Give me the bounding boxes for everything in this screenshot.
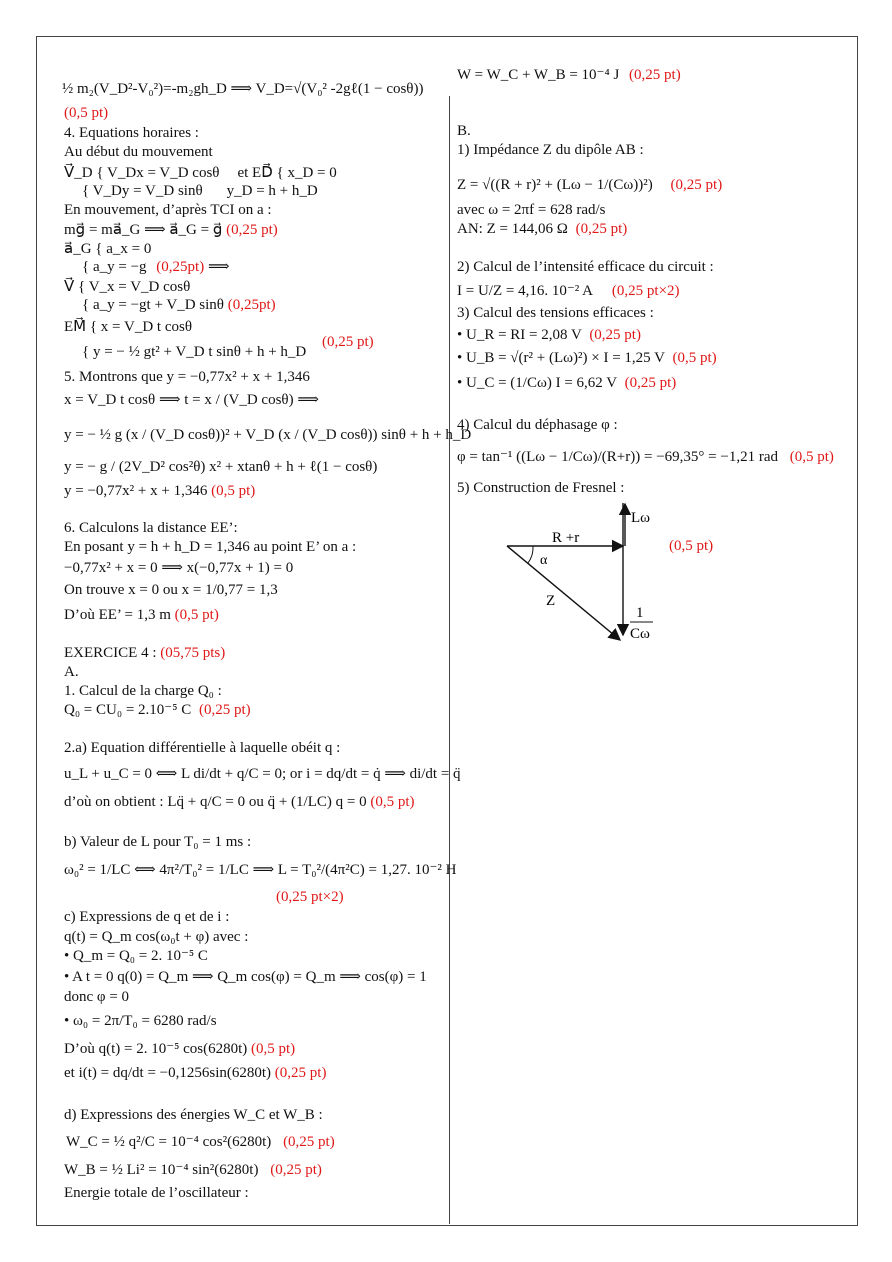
points-mark: (0,25 pt): [575, 221, 628, 237]
section-heading: c) Expressions de q et de i :: [64, 909, 230, 925]
one-label: 1: [636, 605, 644, 621]
equation-line: avec ω = 2πf = 628 rad/s: [457, 202, 606, 218]
equation-line: V⃗ { V_x = V_D cosθ: [64, 279, 191, 295]
equation-line: et i(t) = dq/dt = −0,1256sin(6280t) (0,25 pt): [64, 1065, 327, 1081]
section-heading: 2.a) Equation différentielle à laquelle obéit q :: [64, 740, 341, 756]
equation-line: V⃗_D { V_Dx = V_D cosθ et ED⃗ { x_D = 0: [64, 165, 337, 181]
equation-line: y = − ½ g (x / (V_D cosθ))² + V_D (x / (V_D cosθ)) sinθ + h + h_D: [64, 427, 472, 443]
points-mark: (0,25 pt): [624, 375, 677, 391]
points-mark: (0,5 pt): [789, 449, 834, 465]
equation-line: φ = tan⁻¹ ((Lω − 1/Cω)/(R+r)) = −69,35° = −1,21 rad (0,5 pt): [457, 449, 834, 465]
points-mark: (05,75 pts): [160, 645, 226, 661]
equation-line: y = −0,77x² + x + 1,346 (0,5 pt): [64, 483, 256, 499]
equation-line: W_C = ½ q²/C = 10⁻⁴ cos²(6280t) (0,25 pt): [66, 1134, 335, 1150]
points-mark: (0,5 pt): [251, 1041, 296, 1057]
section-heading: b) Valeur de L pour T₀ = 1 ms :: [64, 834, 252, 850]
equation-line: I = U/Z = 4,16. 10⁻² A (0,25 pt×2): [457, 283, 680, 299]
points-mark: (0,5 pt): [211, 483, 256, 499]
text-line: En mouvement, d’après TCI on a :: [64, 202, 272, 218]
equation-line: { a_y = −gt + V_D sinθ (0,25pt): [82, 297, 276, 313]
equation-line: d’où on obtient : Lq̈ + q/C = 0 ou q̈ + (1/LC) q = 0 (0,5 pt): [64, 794, 415, 810]
equation-line: W = W_C + W_B = 10⁻⁴ J (0,25 pt): [457, 67, 681, 83]
part-label: B.: [457, 123, 471, 139]
equation-line: { a_y = −g (0,25pt) ⟹: [82, 259, 230, 275]
list-item: • Q_m = Q₀ = 2. 10⁻⁵ C: [64, 948, 208, 964]
equation-line: Q₀ = CU₀ = 2.10⁻⁵ C (0,25 pt): [64, 702, 251, 718]
points-mark: (0,25 pt): [322, 334, 374, 350]
result-line: AN: Z = 144,06 Ω (0,25 pt): [457, 221, 628, 237]
points-mark: (0,25pt): [156, 259, 205, 275]
equation-line: x = V_D t cosθ ⟹ t = x / (V_D cosθ) ⟹: [64, 392, 319, 408]
points-mark: (0,25 pt): [198, 702, 251, 718]
points-mark: (0,5 pt): [64, 105, 109, 121]
points-mark: (0,25 pt): [226, 222, 278, 238]
list-item: • U_C = (1/Cω) I = 6,62 V (0,25 pt): [457, 375, 677, 391]
equation-line: D’où q(t) = 2. 10⁻⁵ cos(6280t) (0,5 pt): [64, 1041, 296, 1057]
alpha-label: α: [540, 553, 548, 568]
points-mark: (0,25 pt): [629, 67, 681, 83]
points-mark: (0,25 pt): [283, 1134, 335, 1150]
energy-conservation-line: ½ m₂(V_D²-V₀²)=-m₂gh_D ⟹ V_D=√(V₀² -2gℓ(1 − cosθ)): [62, 81, 424, 97]
points-mark: (0,5 pt): [672, 350, 717, 366]
equation-line: W_B = ½ Li² = 10⁻⁴ sin²(6280t) (0,25 pt): [64, 1162, 322, 1178]
points-mark: (0,5 pt): [370, 794, 415, 810]
result-line: D’où EE’ = 1,3 m (0,5 pt): [64, 607, 219, 623]
points-mark: (0,5 pt): [669, 538, 714, 554]
equation-line: u_L + u_C = 0 ⟺ L di/dt + q/C = 0; or i = dq/dt = q̇ ⟹ di/dt = q̈: [64, 766, 461, 782]
points-mark: (0,5 pt): [174, 607, 219, 623]
text-line: En posant y = h + h_D = 1,346 au point E’ on a :: [64, 539, 357, 555]
z-vector: [507, 546, 620, 640]
points-mark: (0,25 pt): [274, 1065, 327, 1081]
text-line: donc φ = 0: [64, 989, 130, 1005]
list-item: • ω₀ = 2π/T₀ = 6280 rad/s: [64, 1013, 217, 1029]
section-heading: d) Expressions des énergies W_C et W_B :: [64, 1107, 323, 1123]
section-heading: 4. Equations horaires :: [64, 125, 199, 141]
equation-line: −0,77x² + x = 0 ⟹ x(−0,77x + 1) = 0: [64, 560, 294, 576]
equation-line: Z = √((R + r)² + (Lω − 1/(Cω))²) (0,25 pt): [457, 177, 723, 193]
points-mark: (0,25 pt×2): [276, 889, 344, 905]
equation-line: q(t) = Q_m cos(ω₀t + φ) avec :: [64, 929, 249, 945]
points-mark: (0,25 pt×2): [611, 283, 680, 299]
part-label: A.: [64, 664, 79, 680]
section-heading: 1. Calcul de la charge Q₀ :: [64, 683, 222, 699]
equation-line: a⃗_G { a_x = 0: [64, 241, 152, 257]
z-label: Z: [546, 593, 556, 609]
points-mark: (0,25pt): [227, 297, 276, 313]
exercise-heading: EXERCICE 4 : (05,75 pts): [64, 645, 226, 661]
equation-line: y = − g / (2V_D² cos²θ) x² + xtanθ + h + ℓ(1 − cosθ): [64, 459, 378, 475]
section-heading: 1) Impédance Z du dipôle AB :: [457, 142, 644, 158]
equation-line: On trouve x = 0 ou x = 1/0,77 = 1,3: [64, 582, 278, 598]
section-heading: 5. Montrons que y = −0,77x² + x + 1,346: [64, 369, 310, 385]
list-item: • A t = 0 q(0) = Q_m ⟹ Q_m cos(φ) = Q_m ⟹ cos(φ) = 1: [64, 969, 427, 985]
equation-line: EM⃗ { x = V_D t cosθ: [64, 319, 193, 335]
equation-line: mg⃗ = ma⃗_G ⟹ a⃗_G = g⃗ (0,25 pt): [64, 222, 278, 238]
points-mark: (0,25 pt): [670, 177, 723, 193]
section-heading: 2) Calcul de l’intensité efficace du circuit :: [457, 259, 714, 275]
equation-line: { V_Dy = V_D sinθ y_D = h + h_D: [82, 183, 318, 199]
points-mark: (0,25 pt): [270, 1162, 322, 1178]
points-mark: (0,25 pt): [589, 327, 641, 343]
r-plus-r-label: R +r: [552, 530, 580, 546]
alpha-arc: [528, 546, 533, 563]
equation-line: ω₀² = 1/LC ⟺ 4π²/T₀² = 1/LC ⟹ L = T₀²/(4π²C) = 1,27. 10⁻² H: [64, 862, 457, 878]
c-omega-label: Cω: [630, 626, 650, 642]
section-heading: 4) Calcul du déphasage φ :: [457, 417, 618, 433]
list-item: • U_B = √(r² + (Lω)²) × I = 1,25 V (0,5 pt): [457, 350, 717, 366]
section-heading: 6. Calculons la distance EE’:: [64, 520, 238, 536]
text-line: Au début du mouvement: [64, 144, 213, 160]
equation-line: { y = − ½ gt² + V_D t sinθ + h + h_D: [82, 344, 307, 360]
l-omega-label: Lω: [631, 510, 651, 526]
column-divider: [449, 96, 450, 1224]
section-heading: 5) Construction de Fresnel :: [457, 480, 625, 496]
list-item: • U_R = RI = 2,08 V (0,25 pt): [457, 327, 641, 343]
text-line: Energie totale de l’oscillateur :: [64, 1185, 249, 1201]
fresnel-diagram: [500, 495, 740, 655]
section-heading: 3) Calcul des tensions efficaces :: [457, 305, 654, 321]
